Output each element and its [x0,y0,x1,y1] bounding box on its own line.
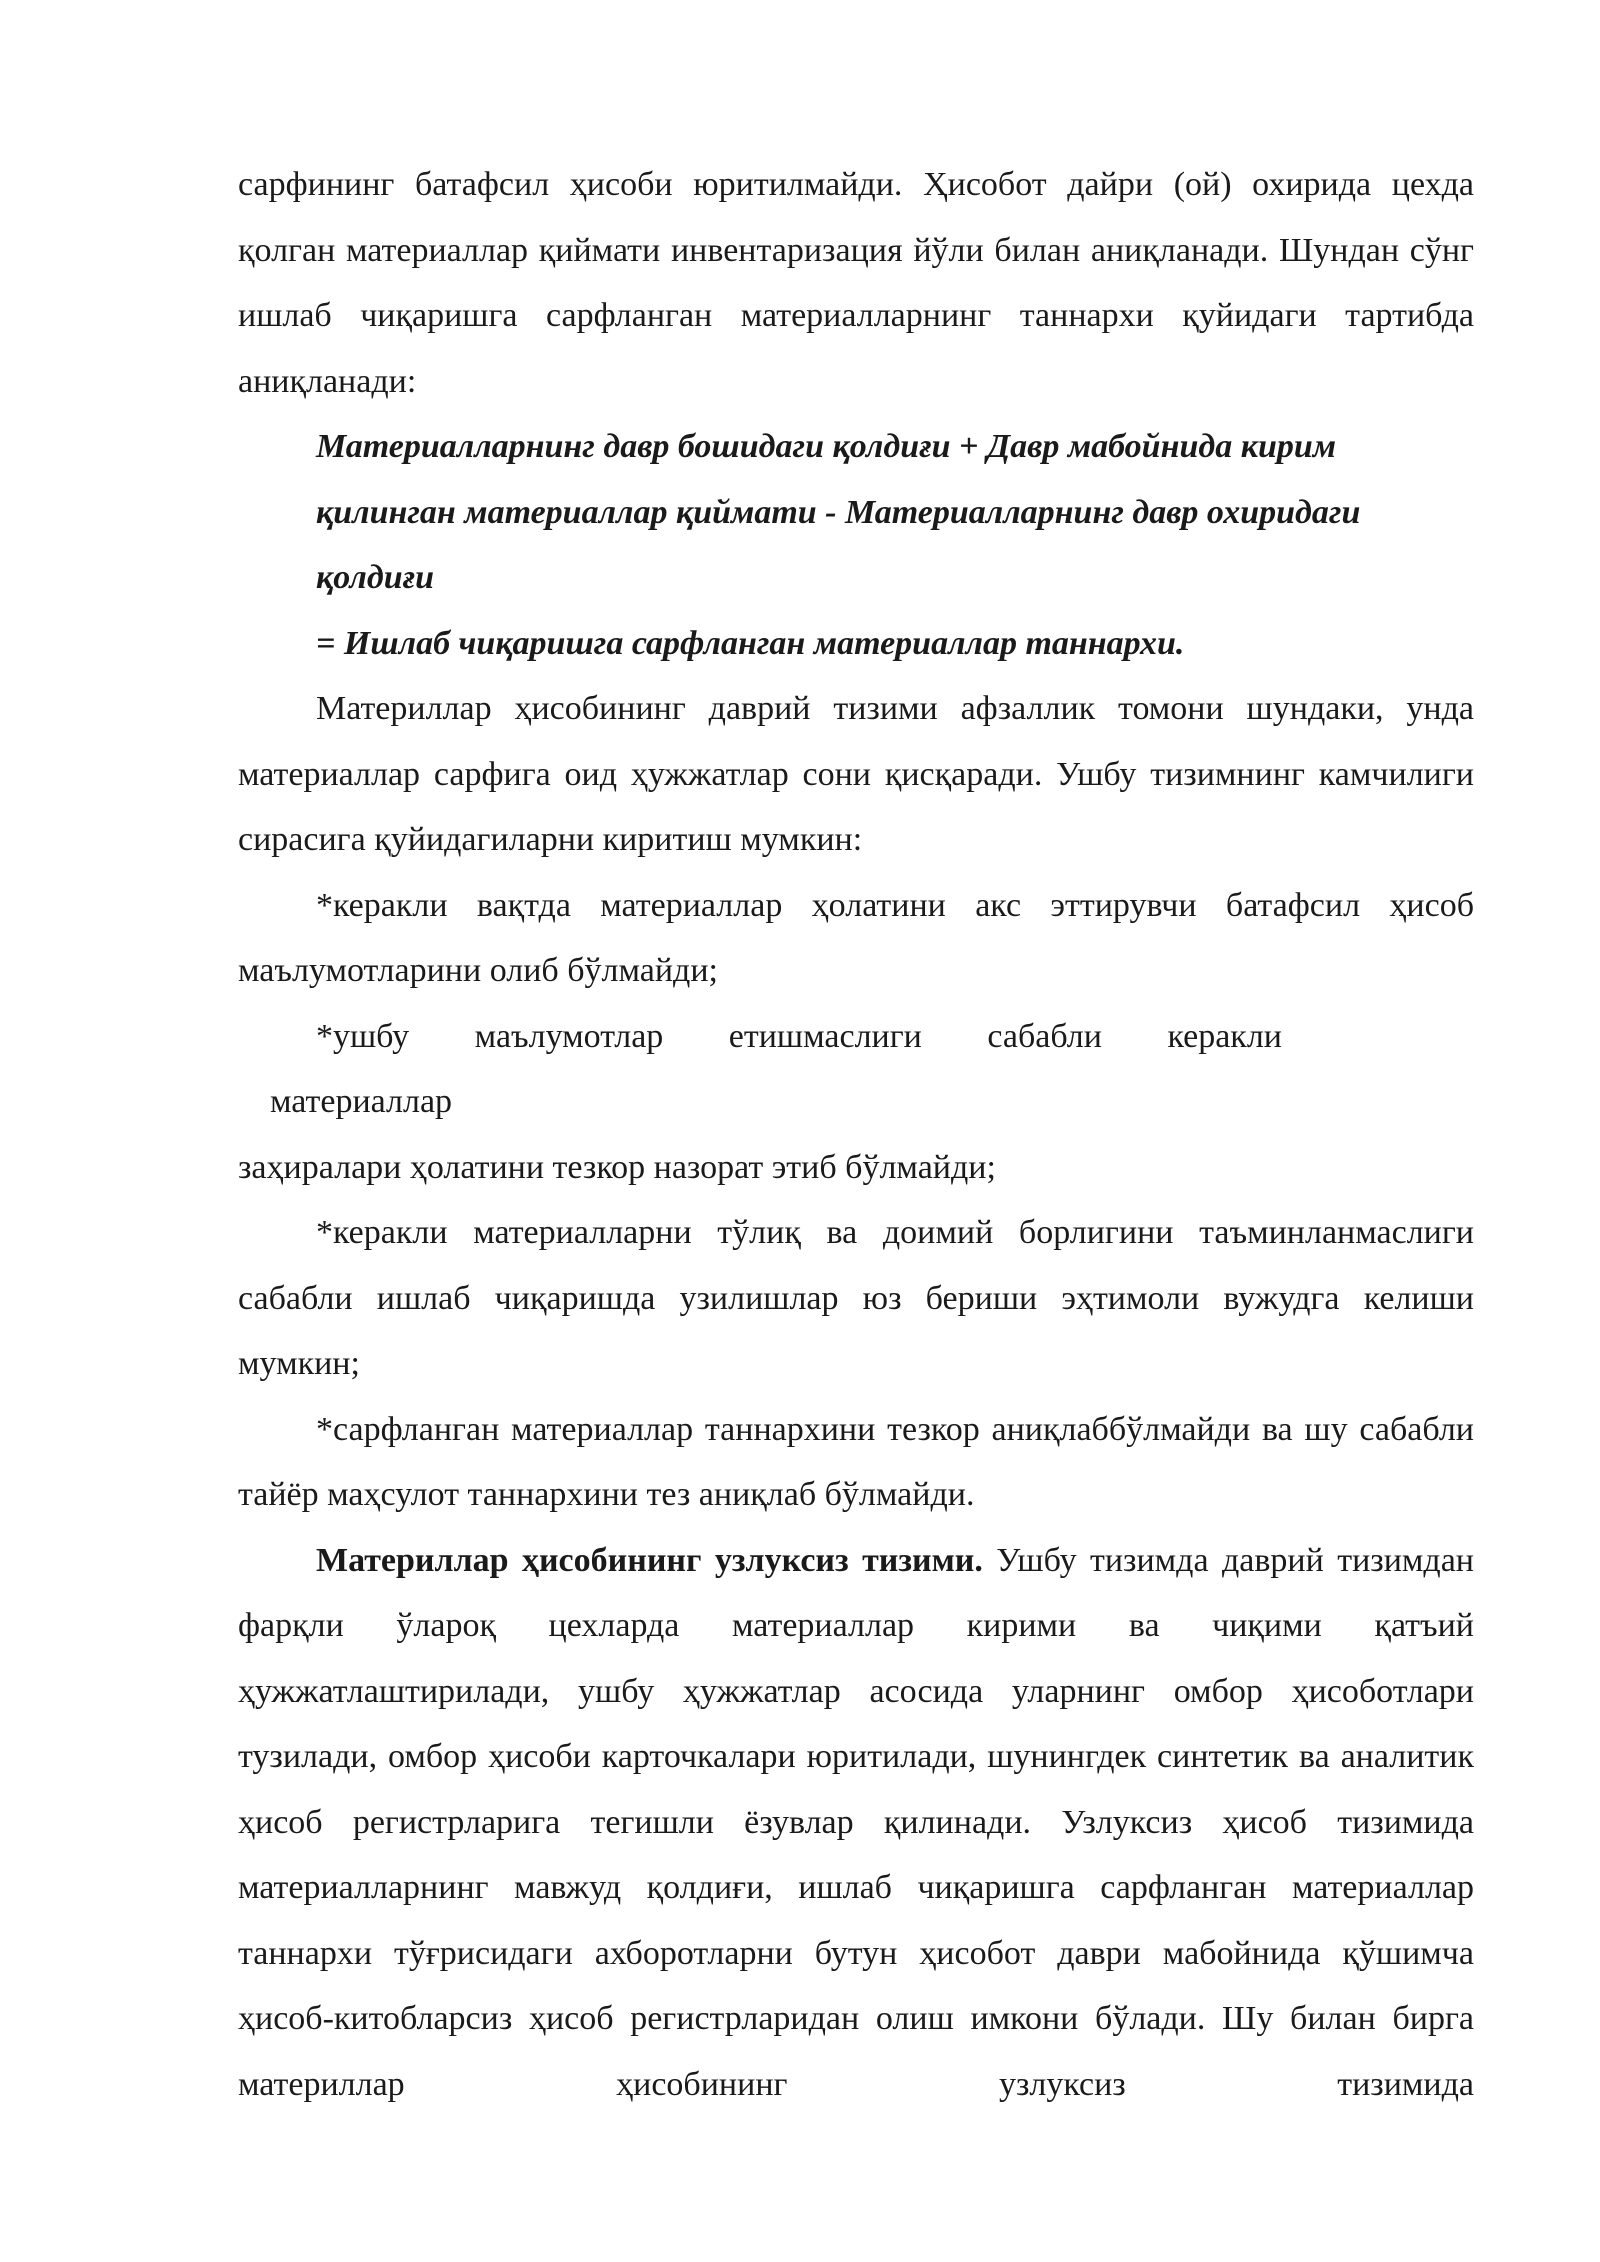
bullet-item-4: *сарфланган материаллар таннархини тезкор аниқлаббўлмайди ва шу сабабли тайёр маҳсулот таннархини тез аниқлаб бўлмайди. [238,1410,1474,1513]
bullet-item-1: *керакли вақтда материаллар ҳолатини акс эттирувчи батафсил ҳисоб маълумотларини олиб бўлмайди; [238,886,1474,989]
section-body: Ушбу тизимда даврий тизимдан фарқли ўлароқ цехларда материаллар кирими ва чиқими қатъий ҳужжатлаштирилади, ушбу ҳужжатлар асосида уларнинг омбор ҳисоботлари тузилади, омбор ҳисоби карточкалари юритилади, шунингдек синтетик ва аналитик ҳисоб регистрларига тегишли ёзувлар қилинади. Узлуксиз ҳисоб тизимида материалларнинг мавжуд қолдиғи, ишлаб чиқаришга сарфланган материаллар таннархи тўғрисидаги ахборотларни бутун ҳисобот даври мабойнида қўшимча ҳисоб-китобларсиз ҳисоб регистрларидан олиш имкони бўлади. Шу билан бирга материллар ҳисобининг узлуксиз тизимида [238,1541,1474,2103]
paragraph-periodic-system: Материллар ҳисобининг даврий тизими афзаллик томони шундаки, унда материаллар сарфига оид ҳужжатлар сони қисқаради. Ушбу тизимнинг камчилиги сирасига қуйидагиларни киритиш мумкин: [238,690,1474,858]
document-body [238,152,1474,2117]
formula-line-1: Материалларнинг давр бошидаги қолдиғи + Давр мабойнида кирим [316,428,1337,465]
formula-line-2: қилинган материаллар қиймати - Материалларнинг давр охиридаги [316,493,1361,531]
bullet-item-2-line-2: материаллар [270,1083,453,1120]
paragraph-intro: сарфининг батафсил ҳисоби юритилмайди. Ҳисобот дайри (ой) охирида цехда қолган материаллар қиймати инвентаризация йўли билан аниқланади. Шундан сўнг ишлаб чиқаришга сарфланган материалларнинг таннархи қуйидаги тартибда аниқланади: [238,166,1474,400]
bullet-item-2-line-1: *ушбу маълумотлар етишмаслиги сабабли керакли [316,1017,1282,1055]
section-heading: Материллар ҳисобининг узлуксиз тизими. [316,1541,983,1579]
bullet-item-3: *керакли материалларни тўлиқ ва доимий борлигини таъминланмаслиги сабабли ишлаб чиқаришда узилишлар юз бериши эҳтимоли вужудга келиши мумкин; [238,1214,1474,1382]
formula-result: = Ишлаб чиқаришга сарфланган материаллар таннархи. [316,624,1185,662]
paragraph-continuous-system [238,1528,1474,2118]
bullet-item-2-line-3: заҳиралари ҳолатини тезкор назорат этиб бўлмайди; [238,1148,996,1186]
formula-line-3: қолдиғи [316,559,435,596]
